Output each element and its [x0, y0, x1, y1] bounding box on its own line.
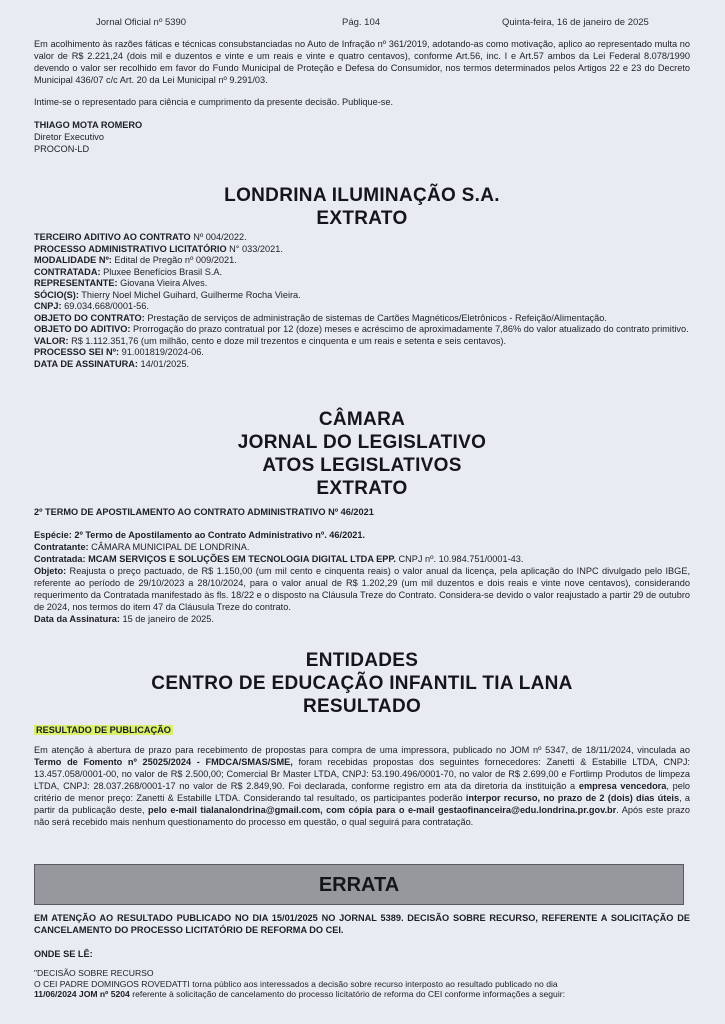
- lis-row: PROCESSO ADMINISTRATIVO LICITATÓRIO N° 033/2021.: [34, 243, 283, 254]
- errata-onde: ONDE SE LÊ:: [34, 949, 93, 959]
- errata-quote: "DECISÃO SOBRE RECURSO O CEI PADRE DOMINGOS ROVEDATTI torna público aos interessados a decisão sobre recurso interposto ao resultado publicado no dia 11/06/2024 JOM nº 5204 referente à solicitação de cancelamento do processo licitatório de reforma do CEI conforme informações a seguir:: [34, 968, 565, 999]
- entidades-title-line: CENTRO DE EDUCAÇÃO INFANTIL TIA LANA: [151, 673, 573, 694]
- errata-intro: EM ATENÇÃO AO RESULTADO PUBLICADO NO DIA 15/01/2025 NO JORNAL 5389. DECISÃO SOBRE RECURSO, REFERENTE A SOLICITAÇÃO DE CANCELAMENTO DO PROCESSO LICITATÓRIO DE REFORMA DO CEI.: [34, 913, 690, 935]
- lis-section-title: EXTRATO: [316, 208, 408, 229]
- lis-row: OBJETO DO ADITIVO: Prorrogação do prazo contratual por 12 (doze) meses e acréscimo de aproximadamente 7,86% do valor atualizado do contrato primitivo.: [34, 324, 689, 334]
- lis-row: REPRESENTANTE: Giovana Vieira Alves.: [34, 278, 208, 288]
- lis-row: PROCESSO SEI Nº: 91.001819/2024-06.: [34, 347, 204, 357]
- lis-row: VALOR: R$ 1.112.351,76 (um milhão, cento e doze mil trezentos e cinquenta e um reais e setenta e seis centavos).: [34, 335, 507, 346]
- lis-row: CONTRATADA: Pluxee Benefícios Brasil S.A.: [34, 266, 223, 277]
- camara-subtitle: 2º TERMO DE APOSTILAMENTO AO CONTRATO ADMINISTRATIVO Nº 46/2021: [34, 507, 374, 517]
- procon-notice-text: Intime-se o representado para ciência e cumprimento da presente decisão. Publique-se.: [34, 97, 394, 107]
- signer-org: PROCON-LD: [34, 144, 90, 154]
- journal-number: Jornal Oficial nº 5390: [96, 17, 187, 28]
- camara-title-line: JORNAL DO LEGISLATIVO: [237, 432, 487, 453]
- procon-paragraph: Em acolhimento às razões fáticas e técnicas consubstanciadas no Auto de Infração nº 361/2019, adotando-as como motivação, aplico ao representado multa no valor de R$ 2.221,24 (dois mil e duzentos e vinte e um reais e vinte e quatro centavos), conforme Art.56, inc. I e Art.57 ambos da Lei Federal 8.078/1990 devendo o valor ser recolhido em favor do Fundo Municipal de Proteção e Defesa do Consumidor, nos termos determinados pelos Artigos 22 e 23 do Decreto Municipal 436/07 c/c Art. 20 da Lei Municipal nº 9.291/03.: [34, 39, 690, 85]
- issue-date: Quinta-feira, 16 de janeiro de 2025: [502, 17, 649, 28]
- lis-row: CNPJ: 69.034.668/0001-56.: [34, 301, 149, 311]
- camara-title-line: ATOS LEGISLATIVOS: [262, 455, 462, 476]
- lis-row: OBJETO DO CONTRATO: Prestação de serviços de administração de sistemas de Cartões Magnéticos/Eletrônicos - Refeição/Alimentação.: [34, 312, 607, 323]
- lis-row: SÓCIO(S): Thierry Noel Michel Guihard, Guilherme Rocha Vieira.: [34, 289, 301, 300]
- camara-title-line: CÂMARA: [318, 409, 406, 430]
- entidades-tag: [34, 724, 690, 736]
- camara-especie: Espécie: 2º Termo de Apostilamento ao Contrato Administrativo nº. 46/2021.: [34, 530, 366, 540]
- entidades-title-line: ENTIDADES: [305, 650, 419, 671]
- lis-title: [34, 184, 690, 230]
- camara-contratada-cnpj: CNPJ nº. 10.984.751/0001-43.: [395, 554, 524, 564]
- entidades-body: [34, 744, 690, 828]
- entidades-title: [34, 649, 690, 718]
- camara-title: [34, 408, 690, 500]
- camara-objeto: Reajusta o preço pactuado, de R$ 1.150,00 (um mil cento e cinquenta reais) o valor anual da licença, pela aplicação do INPC divulgado pelo IBGE, referente ao período de 29/10/2023 a 28/10/2024, para o valor anual de R$ 1.202,29 (um mil duzentos e dois reais e vinte nove centavos), considerando requerimento da Contratada manifestado às fls. 18/22 e o disposto na Cláusula Treze do Contrato. Considera-se devido o valor reajustado a partir 29 de outubro de 2024, nos termos do item 47 da Cláusula Treze do contrato.: [34, 566, 690, 612]
- signer-name: THIAGO MOTA ROMERO: [34, 120, 143, 130]
- procon-signature: [34, 119, 690, 155]
- lis-extract: [34, 232, 690, 370]
- entidades-paragraph: Em atenção à abertura de prazo para recebimento de propostas para compra de uma impressora, publicado no JOM nº 5347, de 18/11/2024, vinculada ao Termo de Fomento nº 25025/2024 - FMDCA/SMAS/SME, foram recebidas propostas dos seguintes fornecedores: Zanetti & Estabille LTDA, CNPJ: 13.457.058/0001-00, no valor de R$ 2.500,00; Comercial Br Master LTDA, CNPJ: 53.190.496/0001-70, no valor de R$ 2.699,00 e Fortlimp Produtos de limpeza LTDA, CNPJ: 28.037.268/0001-17 no valor de R$ 2.849,90. Foi declarada, conforme registro em ata da diretoria da instituição a empresa vencedora, pelo critério de menor preço: Zanetti & Estabille LTDA. Considerando tal resultado, os participantes poderão interpor recurso, no prazo de 2 (dois) dias úteis, a partir da publicação deste, pelo e-mail tialanalondrina@gmail.com, com cópia para o e-mail gestaofinanceira@edu.londrina.pr.gov.br. Após este prazo não será recebido mais nenhum questionamento do processo em questão, o qual seguirá para contratação.: [34, 745, 691, 827]
- lis-row: MODALIDADE Nº: Edital de Pregão nº 009/2021.: [34, 255, 237, 265]
- camara-contratante: CÂMARA MUNICIPAL DE LONDRINA.: [88, 542, 250, 552]
- page-number: Pág. 104: [342, 17, 381, 28]
- errata-banner: ERRATA: [34, 864, 684, 905]
- procon-notice: [34, 96, 690, 108]
- camara-extract: Espécie: 2º Termo de Apostilamento ao Contrato Administrativo nº. 46/2021. Contratante: CÂMARA MUNICIPAL DE LONDRINA. Contratada: MCAM SERVIÇOS E SOLUÇÕES EM TECNOLOGIA DIGITAL LTDA EPP. CNPJ nº. 10.984.751/0001-43. Objeto: Reajusta o preço pactuado, de R$ 1.150,00 (um mil cento e cinquenta reais) o valor anual da licença, pela aplicação do INPC divulgado pelo IBGE, referente ao período de 29/10/2023 a 28/10/2024, para o valor anual de R$ 1.202,29 (um mil duzentos e dois reais e vinte nove centavos), considerando requerimento da Contratada manifestado às fls. 18/22 e o disposto na Cláusula Treze do Contrato. Considera-se devido o valor reajustado a partir 29 de outubro de 2024, nos termos do item 47 da Cláusula Treze do contrato. Data da Assinatura: 15 de janeiro de 2025.: [34, 530, 690, 624]
- highlighted-tag: RESULTADO DE PUBLICAÇÃO: [36, 725, 171, 735]
- lis-row: TERCEIRO ADITIVO AO CONTRATO Nº 004/2022.: [34, 232, 247, 242]
- entidades-title-line: RESULTADO: [302, 696, 422, 717]
- camara-title-line: EXTRATO: [316, 478, 408, 499]
- lis-row: DATA DE ASSINATURA: 14/01/2025.: [34, 358, 190, 369]
- lis-company-name: LONDRINA ILUMINAÇÃO S.A.: [224, 185, 500, 206]
- procon-decision: [34, 38, 690, 86]
- camara-data: 15 de janeiro de 2025.: [119, 614, 214, 624]
- signer-role: Diretor Executivo: [34, 132, 104, 142]
